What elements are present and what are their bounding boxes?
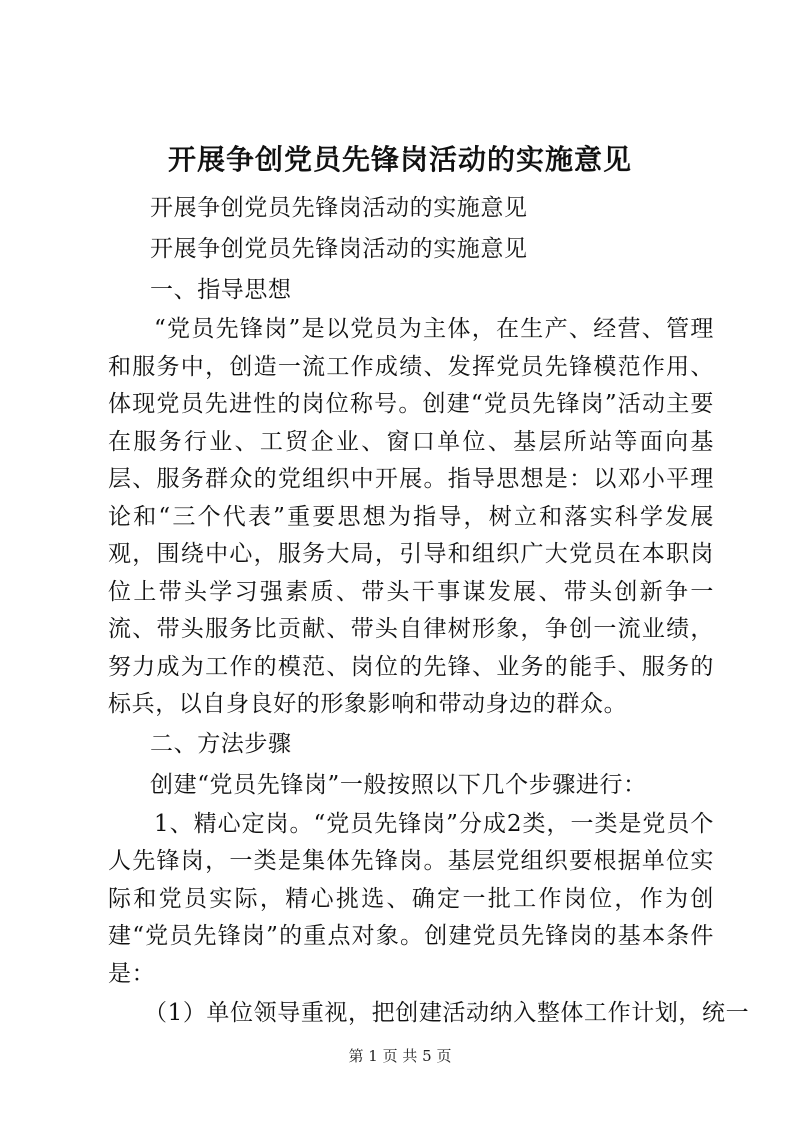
- subtitle-line-2: 开展争创党员先锋岗活动的实施意见: [150, 236, 528, 262]
- subtitle-line-1: 开展争创党员先锋岗活动的实施意见: [150, 195, 528, 221]
- document-body: [108, 188, 750, 1034]
- section-heading-guiding-thought: 一、指导思想: [150, 277, 292, 303]
- document-title: 开展争创党员先锋岗活动的实施意见: [167, 143, 632, 176]
- paragraph-step-1: 1、精心定岗。“党员先锋岗”分成2类，一类是党员个人先锋岗，一类是集体先锋岗。基层党组织要根据单位实际和党员实际，精心挑选、确定一批工作岗位，作为创建“党员先锋岗”的重点对象。创建党员先锋岗的基本条件是：: [108, 810, 714, 987]
- page-footer: 第 1 页 共 5 页: [348, 1047, 452, 1065]
- method-steps-intro: 创建“党员先锋岗”一般按照以下几个步骤进行：: [150, 771, 647, 798]
- section-heading-method-steps: 二、方法步骤: [150, 730, 292, 757]
- paragraph-guiding-thought: “党员先锋岗”是以党员为主体，在生产、经营、管理和服务中，创造一流工作成绩、发挥党员先锋模范作用、体现党员先进性的岗位称号。创建“党员先锋岗”活动主要在服务行业、工贸企业、窗口单位、基层所站等面向基层、服务群众的党组织中开展。指导思想是：以邓小平理论和“三个代表”重要思想为指导，树立和落实科学发展观，围绕中心，服务大局，引导和组织广大党员在本职岗位上带头学习强素质、带头干事谋发展、带头创新争一流、带头服务比贡献、带头自律树形象，争创一流业绩，努力成为工作的模范、岗位的先锋、业务的能手、服务的标兵，以自身良好的形象影响和带动身边的群众。: [108, 316, 714, 717]
- condition-1-line: （1）单位领导重视，把创建活动纳入整体工作计划，统一: [144, 1000, 750, 1026]
